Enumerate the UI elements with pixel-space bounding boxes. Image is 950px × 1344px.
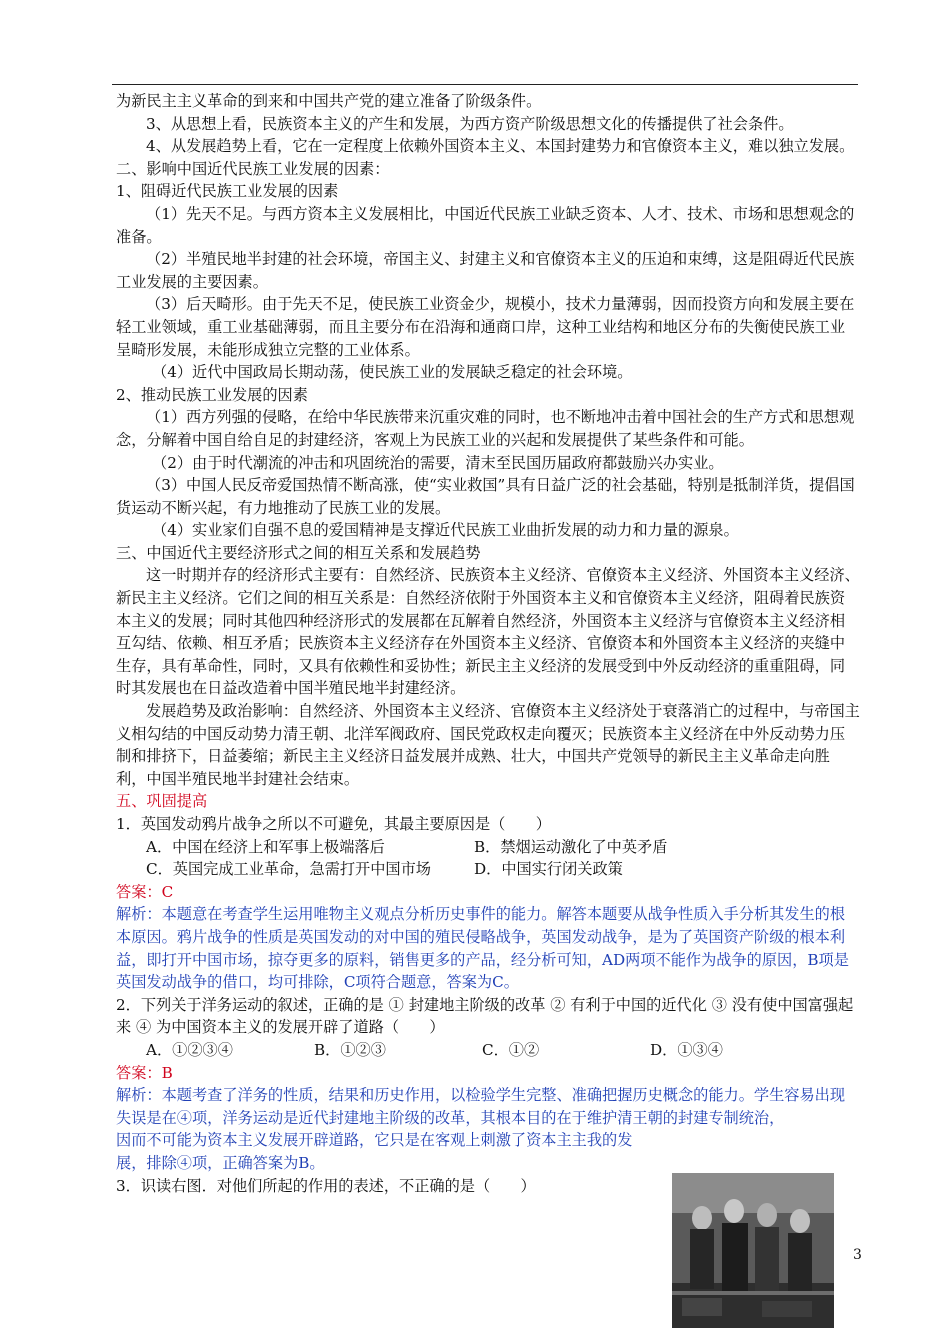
question-stem: 1．英国发动鸦片战争之所以不可避免，其最主要原因是（ ）	[116, 815, 551, 833]
historical-photo	[672, 1173, 834, 1328]
options-row	[116, 1039, 860, 1062]
explanation: 解析：本题考查了洋务的性质，结果和历史作用，以检验学生完整、准确把握历史概念的能力。学生容易出现失误是在④项，洋务运动是近代封建地主阶级的改革，其根本目的在于维护清王朝的封建专制统治，	[116, 1086, 845, 1127]
options-row	[116, 858, 860, 881]
option-b: B．禁烟运动激化了中英矛盾	[474, 837, 668, 856]
subsection-heading: 2、推动民族工业发展的因素	[116, 385, 308, 404]
option-a: A．中国在经济上和军事上极端落后	[146, 837, 385, 856]
paragraph: 为新民主主义革命的到来和中国共产党的建立准备了阶级条件。	[116, 92, 542, 110]
paragraph: 这一时期并存的经济形式主要有：自然经济、民族资本主义经济、官僚资本主义经济、外国资本主义经济、新民主主义经济。它们之间的相互关系是：自然经济依附于外国资本主义和官僚资本主义经济，阻碍着民族资本主义的发展；同时其他四种经济形式的发展都在瓦解着自然经济，外国资本主义经济与官僚资本主义经济相互勾结、依赖、相互矛盾；民族资本主义经济存在外国资本主义经济、官僚资本和外国资本主义经济的夹缝中生存，具有革命性，同时，又具有依赖性和妥协性；新民主主义经济的发展受到中外反动经济的重重阻碍，同时其发展也在日益改造着中国半殖民地半封建经济。	[116, 566, 860, 698]
paragraph: 4、从发展趋势上看，它在一定程度上依赖外国资本主义、本国封建势力和官僚资本主义，难以独立发展。	[146, 137, 855, 156]
option-d: D．①③④	[650, 1040, 723, 1059]
explanation-continued: 因而不可能为资本主义发展开辟道路，它只是在客观上刺激了资本主主我的发展，排除④项，正确答案为B。	[116, 1131, 633, 1172]
options-row	[116, 836, 860, 859]
paragraph: 3、从思想上看，民族资本主义的产生和发展，为西方资产阶级思想文化的传播提供了社会条件。	[146, 114, 794, 133]
answer: 答案：B	[116, 1063, 173, 1082]
answer: 答案：C	[116, 882, 174, 901]
option-c: C．英国完成工业革命，急需打开中国市场	[146, 860, 431, 879]
option-b: B．①②③	[314, 1040, 386, 1059]
paragraph: （4）实业家们自强不息的爱国精神是支撑近代民族工业曲折发展的动力和力量的源泉。	[152, 521, 739, 540]
header-rule	[112, 84, 858, 85]
page-number: 3	[853, 1247, 862, 1263]
paragraph: （3）中国人民反帝爱国热情不断高涨，使“实业救国”具有日益广泛的社会基础，特别是抵制洋货，提倡国货运动不断兴起，有力地推动了民族工业的发展。	[116, 476, 855, 517]
document-body	[116, 90, 860, 1197]
question-stem: 3．识读右图．对他们所起的作用的表述，不正确的是（ ）	[116, 1176, 536, 1195]
paragraph: 发展趋势及政治影响：自然经济、外国资本主义经济、官僚资本主义经济处于衰落消亡的过程中，与帝国主义相勾结的中国反动势力清王朝、北洋军阀政府、国民党政权走向覆灭；民族资本主义经济在中外反动势力压制和排挤下，日益萎缩；新民主主义经济日益发展并成熟、壮大，中国共产党领导的新民主主义革命走向胜利，中国半殖民地半封建社会结束。	[116, 702, 860, 788]
paragraph: （3）后天畸形。由于先天不足，使民族工业资金少，规模小，技术力量薄弱，因而投资方向和发展主要在轻工业领域，重工业基础薄弱，而且主要分布在沿海和通商口岸，这种工业结构和地区分布的失衡使民族工业呈畸形发展，未能形成独立完整的工业体系。	[116, 295, 855, 359]
option-c: C．①②	[482, 1040, 540, 1059]
paragraph: （4）近代中国政局长期动荡，使民族工业的发展缺乏稳定的社会环境。	[152, 363, 633, 382]
option-a: A．①②③④	[146, 1040, 233, 1059]
paragraph: （1）西方列强的侵略，在给中华民族带来沉重灾难的同时，也不断地冲击着中国社会的生产方式和思想观念，分解着中国自给自足的封建经济，客观上为民族工业的兴起和发展提供了某些条件和可能。	[116, 408, 855, 449]
question-stem: 2．下列关于洋务运动的叙述，正确的是 ① 封建地主阶级的改革 ② 有利于中国的近代化 ③ 没有使中国富强起来 ④ 为中国资本主义的发展开辟了道路（ ）	[116, 995, 854, 1037]
option-d: D．中国实行闭关政策	[474, 860, 623, 879]
paragraph: （2）由于时代潮流的冲击和巩固统治的需要，清末至民国历届政府都鼓励兴办实业。	[152, 453, 724, 472]
section-heading: 三、中国近代主要经济形式之间的相互关系和发展趋势	[116, 543, 481, 562]
paragraph: （2）半殖民地半封建的社会环境，帝国主义、封建主义和官僚资本主义的压迫和束缚，这是阻碍近代民族工业发展的主要因素。	[116, 250, 855, 291]
section-heading: 二、影响中国近代民族工业发展的因素：	[116, 159, 390, 178]
explanation: 解析：本题意在考查学生运用唯物主义观点分析历史事件的能力。解答本题要从战争性质入手分析其发生的根本原因。鸦片战争的性质是英国发动的对中国的殖民侵略战争，英国发动战争，是为了英国资产阶级的根本利益，即打开中国市场，掠夺更多的原料，销售更多的产品，经分析可知，AD两项不能作为战争的原因，B项是英国发动战争的借口，均可排除，C项符合题意，答案为C。	[116, 905, 849, 992]
subsection-heading: 1、阻碍近代民族工业发展的因素	[116, 182, 339, 201]
section-title-consolidate: 五、巩固提高	[116, 792, 208, 811]
paragraph: （1）先天不足。与西方资本主义发展相比，中国近代民族工业缺乏资本、人才、技术、市场和思想观念的准备。	[116, 204, 855, 246]
